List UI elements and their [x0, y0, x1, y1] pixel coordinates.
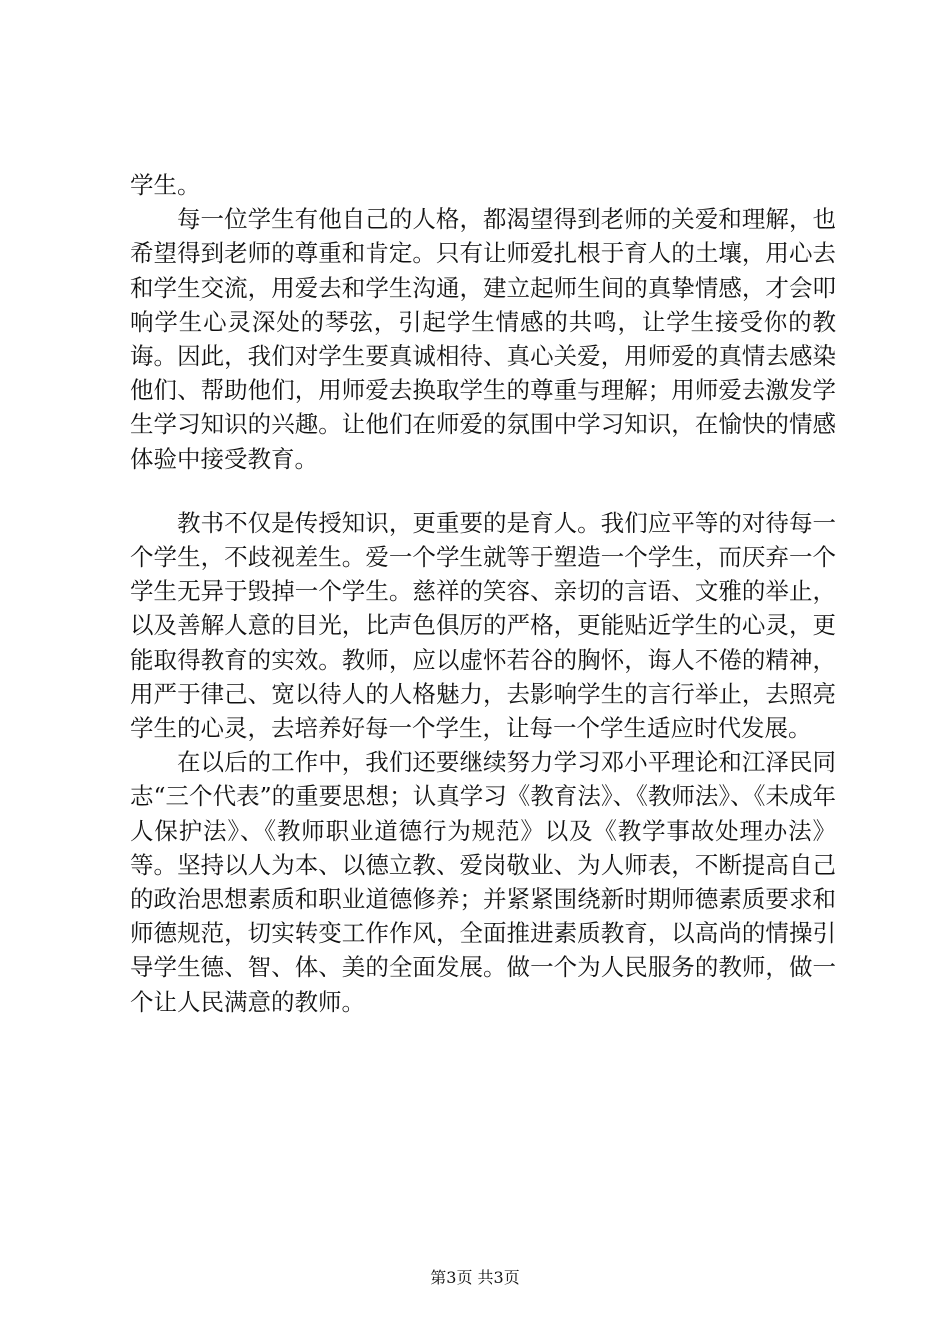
paragraph-2: 每一位学生有他自己的人格，都渴望得到老师的关爱和理解，也希望得到老师的尊重和肯定。只有让师爱扎根于育人的土壤，用心去和学生交流，用爱去和学生沟通，建立起师生间的真挚情感，才会叩响学生心灵深处的琴弦，引起学生情感的共鸣，让学生接受你的教诲。因此，我们对学生要真诚相待、真心关爱，用师爱的真情去感染他们、帮助他们，用师爱去换取学生的尊重与理解；用师爱去激发学生学习知识的兴趣。让他们在师爱的氛围中学习知识，在愉快的情感体验中接受教育。 [130, 205, 836, 473]
paragraph-3: 教书不仅是传授知识，更重要的是育人。我们应平等的对待每一个学生，不歧视差生。爱一个学生就等于塑造一个学生，而厌弃一个学生无异于毁掉一个学生。慈祥的笑容、亲切的言语、文雅的举止，以及善解人意的目光，比声色俱厉的严格，更能贴近学生的心灵，更能取得教育的实效。教师，应以虚怀若谷的胸怀，诲人不倦的精神，用严于律己、宽以待人的人格魅力，去影响学生的言行举止，去照亮学生的心灵，去培养好每一个学生，让每一个学生适应时代发展。 [130, 508, 836, 743]
document-body [130, 168, 836, 1019]
paragraph-4: 在以后的工作中，我们还要继续努力学习邓小平理论和江泽民同志“三个代表”的重要思想；认真学习《教育法》、《教师法》、《未成年人保护法》、《教师职业道德行为规范》以及《教学事故处理办法》等。坚持以人为本、以德立教、爱岗敬业、为人师表，不断提高自己的政治思想素质和职业道德修养；并紧紧围绕新时期师德素质要求和师德规范，切实转变工作作风，全面推进素质教育，以高尚的情操引导学生德、智、体、美的全面发展。做一个为人民服务的教师，做一个让人民满意的教师。 [130, 748, 836, 1016]
paragraph-1: 学生。 [130, 171, 201, 199]
page-footer: 第3页 共3页 [430, 1268, 520, 1287]
